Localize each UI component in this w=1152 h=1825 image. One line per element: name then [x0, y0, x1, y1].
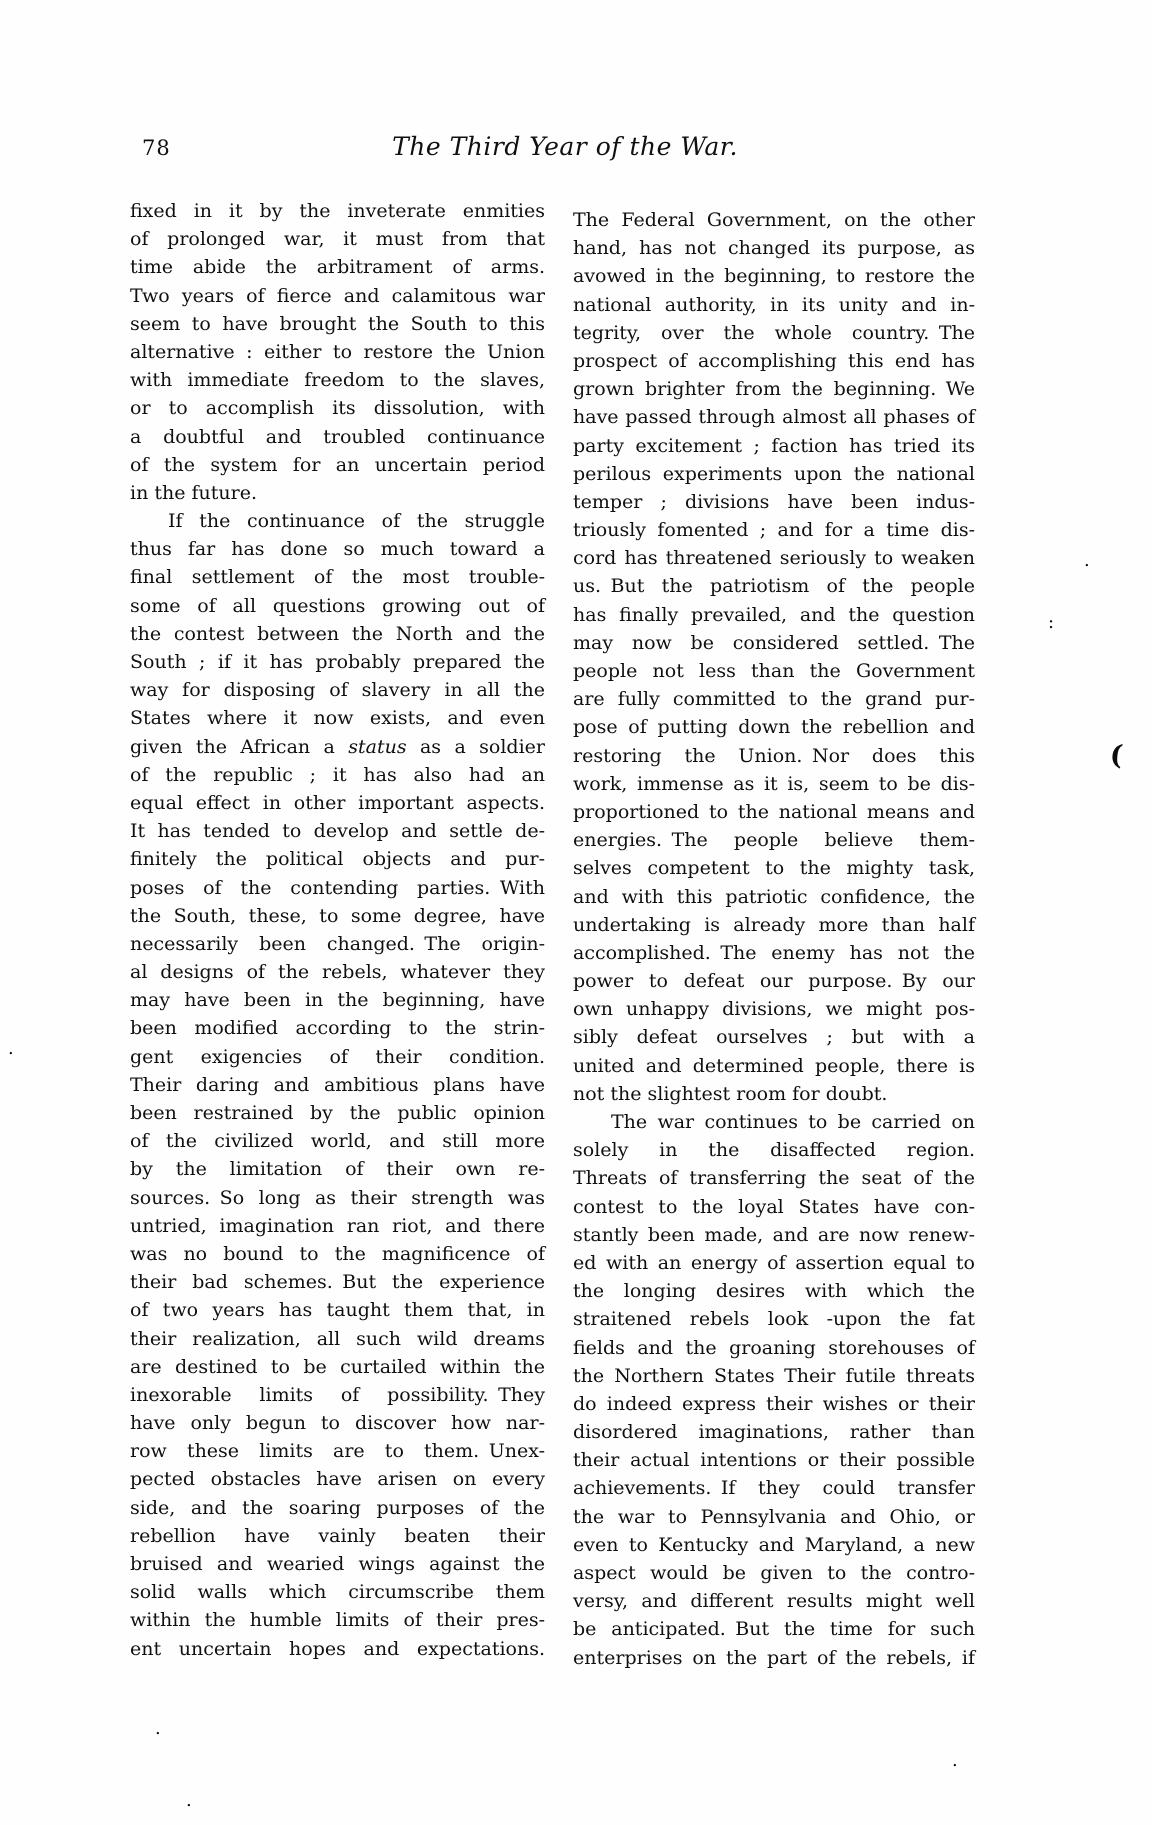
text-line: by the limitation of their own re- [130, 1158, 545, 1181]
text-line: us. But the patriotism of the people [573, 575, 975, 598]
column-right [573, 206, 975, 1672]
text-line: within the humble limits of their pres- [130, 1609, 545, 1632]
text-line: It has tended to develop and settle de- [130, 820, 545, 843]
text-line: has finally prevailed, and the question [573, 603, 975, 626]
text-line: undertaking is already more than half [573, 913, 975, 936]
paragraph [573, 206, 975, 1108]
running-header-title: The Third Year of the War. [392, 132, 738, 161]
text-line: of two years has taught them that, in [130, 1299, 545, 1322]
text-line: Two years of fierce and calamitous war [130, 284, 545, 307]
text-line: alternative : either to restore the Union [130, 340, 545, 363]
text-line: are destined to be curtailed within the [130, 1355, 545, 1378]
text-line: not the slightest room for doubt. [573, 1082, 888, 1105]
text-line: the longing desires with which the [573, 1280, 975, 1303]
text-line: necessarily been changed. The origin- [130, 932, 545, 955]
text-line: of the republic ; it has also had an [130, 763, 545, 786]
text-line: straitened rebels look -upon the fat [573, 1308, 975, 1331]
text-line: poses of the contending parties. With [130, 876, 545, 899]
text-line: energies. The people believe them- [573, 829, 975, 852]
text-line: of prolonged war, it must from that [130, 228, 545, 251]
text-line: people not less than the Government [573, 660, 975, 682]
column-left [130, 197, 545, 1672]
text-line: side, and the soaring purposes of the [130, 1496, 545, 1519]
text-line: of the system for an uncertain period [130, 453, 545, 476]
text-line: disordered imaginations, rather than [573, 1421, 975, 1444]
text-line: sibly defeat ourselves ; but with a [573, 1026, 975, 1049]
text-line: given the African a status as a soldier [130, 735, 546, 758]
paragraph [130, 197, 545, 507]
text-line: tegrity, over the whole country. The [573, 321, 975, 344]
text-line: their realization, all such wild dreams [130, 1327, 545, 1350]
text-line: with immediate freedom to the slaves, [130, 369, 545, 392]
text-line: be anticipated. But the time for such [573, 1618, 975, 1641]
text-line: The Federal Government, on the other [573, 209, 975, 231]
text-line: perilous experiments upon the national [573, 462, 975, 485]
text-line: The war continues to be carried on [611, 1111, 975, 1133]
stray-paren-mark: ( [1108, 739, 1125, 772]
text-line: inexorable limits of possibility. They [130, 1383, 545, 1406]
text-line: restoring the Union. Nor does this [573, 744, 975, 767]
text-line: the contest between the North and the [130, 622, 545, 645]
text-line: accomplished. The enemy has not the [573, 941, 975, 964]
text-line: solid walls which circumscribe them [130, 1581, 545, 1604]
text-line: row these limits are to them. Unex- [130, 1440, 545, 1463]
text-line: a doubtful and troubled continuance [130, 425, 545, 448]
text-line: may now be considered settled. The [573, 631, 975, 654]
scan-speck: . [155, 1718, 161, 1739]
scan-speck: . [186, 1790, 192, 1811]
text-line: fixed in it by the inveterate enmities [130, 200, 545, 222]
text-line: party excitement ; faction has tried its [573, 434, 975, 457]
text-line: equal effect in other important aspects. [130, 791, 545, 814]
text-line: the war to Pennsylvania and Ohio, or [573, 1505, 975, 1528]
text-line: Their daring and ambitious plans have [130, 1073, 545, 1096]
scan-speck: . [952, 1750, 958, 1771]
text-line: their bad schemes. But the experience [130, 1271, 545, 1294]
text-line: achievements. If they could transfer [573, 1477, 975, 1500]
text-line: cord has threatened seriously to weaken [573, 547, 975, 570]
text-line: own unhappy divisions, we might pos- [573, 998, 975, 1021]
scan-speck: . [1084, 550, 1090, 571]
text-line: in the future. [130, 481, 258, 504]
text-line: the Northern States Their futile threats [573, 1364, 975, 1387]
text-line: have only begun to discover how nar- [130, 1412, 545, 1435]
text-line: ent uncertain hopes and expectations. [130, 1637, 545, 1660]
text-line: enterprises on the part of the rebels, if [573, 1646, 975, 1669]
text-line: do indeed express their wishes or their [573, 1392, 975, 1415]
text-line: aspect would be given to the contro- [573, 1562, 975, 1584]
text-line: grown brighter from the beginning. We [573, 378, 975, 401]
text-line: way for disposing of slavery in all the [130, 679, 545, 702]
text-line: untried, imagination ran riot, and there [130, 1214, 545, 1237]
text-line: South ; if it has probably prepared the [130, 651, 545, 673]
text-line: States where it now exists, and even [130, 707, 545, 730]
text-line: rebellion have vainly beaten their [130, 1524, 545, 1547]
text-line: even to Kentucky and Maryland, a new [573, 1533, 975, 1556]
text-line: selves competent to the mighty task, [573, 857, 975, 880]
page-number: 78 [142, 136, 171, 160]
text-line: power to defeat our purpose. By our [573, 970, 975, 993]
text-line: fields and the groaning storehouses of [573, 1336, 975, 1359]
scan-speck: : [1048, 612, 1055, 633]
text-line: some of all questions growing out of [130, 594, 545, 617]
text-line: temper ; divisions have been indus- [573, 490, 975, 513]
text-line: Threats of transferring the seat of the [573, 1167, 975, 1190]
text-line: and with this patriotic confidence, the [573, 885, 975, 908]
text-line: pected obstacles have arisen on every [130, 1468, 545, 1491]
paragraph [573, 1108, 975, 1672]
text-line: finitely the political objects and pur- [130, 848, 545, 871]
text-line: bruised and wearied wings against the [130, 1553, 545, 1575]
text-line: If the continuance of the struggle [168, 510, 545, 533]
text-line: are fully committed to the grand pur- [573, 688, 975, 711]
text-line: work, immense as it is, seem to be dis- [573, 772, 975, 795]
text-line: avowed in the beginning, to restore the [573, 265, 975, 288]
text-line: al designs of the rebels, whatever they [130, 961, 545, 984]
text-line: pose of putting down the rebellion and [573, 716, 975, 739]
text-line: time abide the arbitrament of arms. [130, 256, 545, 279]
text-line: have passed through almost all phases of [573, 406, 975, 429]
text-line: the South, these, to some degree, have [130, 904, 545, 927]
text-line: contest to the loyal States have con- [573, 1195, 975, 1218]
text-line: solely in the disaffected region. [573, 1139, 975, 1162]
text-line: versy, and different results might well [573, 1590, 975, 1613]
scan-speck: . [8, 1038, 14, 1059]
text-line: seem to have brought the South to this [130, 312, 545, 335]
text-line: or to accomplish its dissolution, with [130, 397, 545, 420]
text-line: was no bound to the magnificence of [130, 1242, 545, 1265]
paragraph [130, 507, 545, 1663]
text-line: sources. So long as their strength was [130, 1186, 545, 1209]
text-line: thus far has done so much toward a [130, 538, 545, 561]
text-line: been restrained by the public opinion [130, 1102, 545, 1124]
text-line: may have been in the beginning, have [130, 989, 545, 1012]
text-line: final settlement of the most trouble- [130, 566, 545, 589]
text-line: proportioned to the national means and [573, 800, 975, 823]
text-columns [130, 197, 975, 1672]
text-line: hand, has not changed its purpose, as [573, 237, 975, 260]
text-line: their actual intentions or their possible [573, 1449, 975, 1472]
text-line: gent exigencies of their condition. [130, 1045, 545, 1068]
text-line: national authority, in its unity and in- [573, 293, 975, 316]
text-line: prospect of accomplishing this end has [573, 349, 975, 372]
text-line: ed with an energy of assertion equal to [573, 1251, 975, 1274]
text-line: united and determined people, there is [573, 1054, 975, 1077]
text-line: triously fomented ; and for a time dis- [573, 519, 975, 542]
text-line: of the civilized world, and still more [130, 1130, 545, 1153]
text-line: been modified according to the strin- [130, 1017, 545, 1040]
text-line: stantly been made, and are now renew- [573, 1223, 975, 1246]
